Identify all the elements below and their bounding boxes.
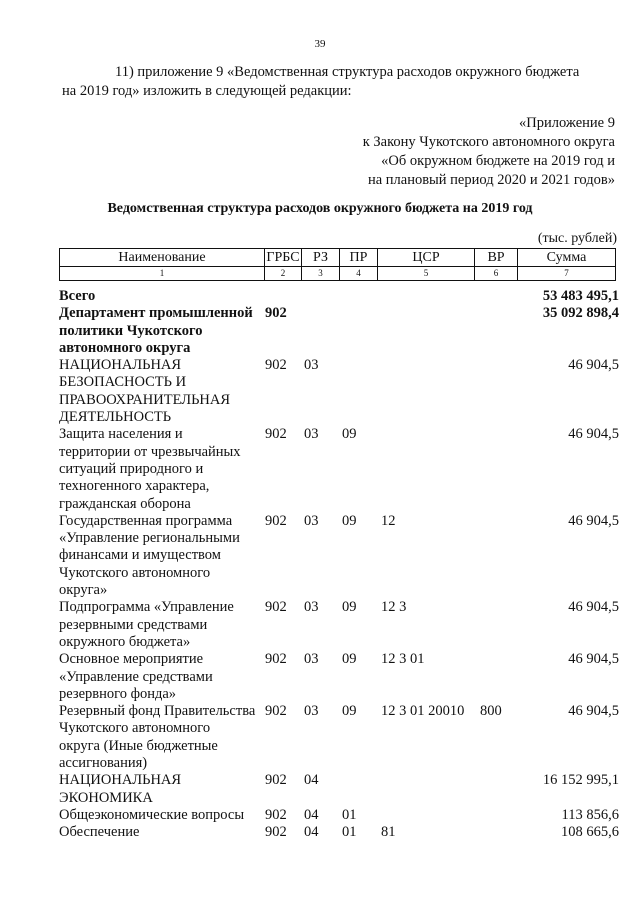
row-name-line: Департамент промышленной <box>59 305 253 322</box>
row-grbs: 902 <box>265 651 287 668</box>
row-name-line: ЭКОНОМИКА <box>59 789 153 806</box>
row-csr: 12 3 01 20010 <box>381 703 465 720</box>
row-grbs: 902 <box>265 599 287 616</box>
appendix-line-2: к Закону Чукотского автономного округа <box>362 134 615 150</box>
header-num-grbs: 2 <box>265 267 302 281</box>
row-name-line: «Управление региональными <box>59 530 240 547</box>
row-grbs: 902 <box>265 305 287 322</box>
row-sum: 35 092 898,4 <box>542 305 619 322</box>
row-name <box>59 426 264 512</box>
row-name-line: окружного бюджета» <box>59 633 191 650</box>
header-pr: ПР <box>340 249 378 267</box>
table-body <box>59 288 619 842</box>
table-row <box>59 824 619 841</box>
intro-paragraph <box>62 63 607 101</box>
row-grbs: 902 <box>265 806 287 823</box>
row-name-line: финансами и имуществом <box>59 547 221 564</box>
row-name <box>59 651 264 703</box>
row-name <box>59 772 264 807</box>
row-name-line: политики Чукотского <box>59 322 203 339</box>
row-name-line: Чукотского автономного <box>59 564 211 581</box>
table-row <box>59 651 619 703</box>
table-header <box>59 248 616 281</box>
row-name-line: Всего <box>59 288 96 304</box>
row-name-line: округа» <box>59 582 108 599</box>
header-num-vr: 6 <box>475 267 518 281</box>
table-row <box>59 599 619 651</box>
row-csr: 81 <box>381 824 396 841</box>
table-row <box>59 807 619 824</box>
row-name <box>59 703 264 772</box>
header-num-rz: 3 <box>302 267 340 281</box>
row-grbs: 902 <box>265 772 287 789</box>
appendix-reference <box>363 114 615 190</box>
row-name-line: Общеэкономические вопросы <box>59 806 245 823</box>
header-grbs: ГРБС <box>266 250 300 265</box>
row-pr: 09 <box>342 599 357 616</box>
row-sum: 46 904,5 <box>568 651 619 668</box>
row-sum: 16 152 995,1 <box>542 772 619 789</box>
row-name-line: Основное мероприятие <box>59 651 204 668</box>
table-row <box>59 703 619 772</box>
row-name-line: НАЦИОНАЛЬНАЯ <box>59 357 182 374</box>
row-name-line: Защита населения и <box>59 426 183 443</box>
header-row <box>60 249 616 267</box>
header-name: Наименование <box>60 249 265 267</box>
row-rz: 04 <box>304 772 319 789</box>
intro-line-2: на 2019 год» изложить в следующей редакции: <box>62 83 352 99</box>
row-grbs: 902 <box>265 357 287 374</box>
row-pr: 01 <box>342 824 357 841</box>
row-rz: 03 <box>304 357 319 374</box>
table-row <box>59 288 619 305</box>
row-name-line: резервными средствами <box>59 616 208 633</box>
row-csr: 12 <box>381 512 396 529</box>
header-rz: РЗ <box>302 249 340 267</box>
row-pr: 09 <box>342 512 357 529</box>
appendix-line-3: «Об окружном бюджете на 2019 год и <box>381 153 615 169</box>
row-pr: 01 <box>342 806 357 823</box>
page-number: 39 <box>314 38 326 50</box>
row-pr: 09 <box>342 426 357 443</box>
appendix-line-4: на плановый период 2020 и 2021 годов» <box>367 172 615 188</box>
header-sum: Сумма <box>518 249 616 267</box>
row-sum: 46 904,5 <box>568 426 619 443</box>
row-name-line: техногенного характера, <box>59 478 210 495</box>
row-sum: 53 483 495,1 <box>542 288 619 304</box>
table-row <box>59 305 619 357</box>
header-num-pr: 4 <box>340 267 378 281</box>
row-name-line: резервного фонда» <box>59 685 177 702</box>
row-sum: 46 904,5 <box>568 357 619 374</box>
appendix-line-1: «Приложение 9 <box>519 115 615 131</box>
row-rz: 03 <box>304 599 319 616</box>
row-sum: 46 904,5 <box>568 512 619 529</box>
header-num-csr: 5 <box>378 267 475 281</box>
row-pr: 09 <box>342 651 357 668</box>
row-rz: 04 <box>304 806 319 823</box>
row-name-line: ПРАВООХРАНИТЕЛЬНАЯ <box>59 391 231 408</box>
row-name-line: ситуаций природного и <box>59 460 204 477</box>
row-name-line: НАЦИОНАЛЬНАЯ <box>59 772 182 789</box>
table-row <box>59 426 619 512</box>
document-title: Ведомственная структура расходов окружного бюджета на 2019 год <box>107 201 533 216</box>
row-name-line: ДЕЯТЕЛЬНОСТЬ <box>59 409 172 426</box>
row-name-line: гражданская оборона <box>59 495 191 512</box>
row-name-line: Обеспечение <box>59 824 140 841</box>
table-row <box>59 513 619 599</box>
row-name <box>59 513 264 599</box>
intro-line-1: 11) приложение 9 «Ведомственная структура расходов окружного бюджета <box>115 64 580 80</box>
table-row <box>59 357 619 426</box>
row-rz: 03 <box>304 703 319 720</box>
row-sum: 108 665,6 <box>561 824 619 841</box>
row-name-line: Резервный фонд Правительства <box>59 703 256 720</box>
units-label: (тыс. рублей) <box>537 231 617 246</box>
row-name-line: округа (Иные бюджетные <box>59 737 218 754</box>
row-pr: 09 <box>342 703 357 720</box>
header-num-name: 1 <box>60 267 265 281</box>
row-sum: 46 904,5 <box>568 703 619 720</box>
row-vr: 800 <box>480 703 502 720</box>
row-name-line: Подпрограмма «Управление <box>59 599 234 616</box>
row-name <box>59 807 264 824</box>
row-grbs: 902 <box>265 824 287 841</box>
row-csr: 12 3 <box>381 599 407 616</box>
row-csr: 12 3 01 <box>381 651 425 668</box>
row-name-line: автономного округа <box>59 339 191 356</box>
row-name-line: ассигнования) <box>59 755 148 772</box>
row-rz: 03 <box>304 426 319 443</box>
row-sum: 113 856,6 <box>561 806 619 823</box>
header-num-sum: 7 <box>518 267 616 281</box>
header-number-row <box>60 267 616 281</box>
row-name <box>59 305 264 357</box>
row-name <box>59 288 264 305</box>
row-name <box>59 824 264 841</box>
row-sum: 46 904,5 <box>568 599 619 616</box>
row-grbs: 902 <box>265 703 287 720</box>
table-row <box>59 772 619 807</box>
row-name-line: Чукотского автономного <box>59 720 211 737</box>
row-grbs: 902 <box>265 426 287 443</box>
header-csr: ЦСР <box>378 249 475 267</box>
row-name <box>59 357 264 426</box>
row-name-line: территории от чрезвычайных <box>59 443 241 460</box>
row-name-line: Государственная программа <box>59 512 233 529</box>
row-name-line: БЕЗОПАСНОСТЬ И <box>59 374 187 391</box>
row-rz: 04 <box>304 824 319 841</box>
row-name-line: «Управление средствами <box>59 668 213 685</box>
row-rz: 03 <box>304 651 319 668</box>
row-grbs: 902 <box>265 512 287 529</box>
row-name <box>59 599 264 651</box>
header-vr: ВР <box>475 249 518 267</box>
row-rz: 03 <box>304 512 319 529</box>
